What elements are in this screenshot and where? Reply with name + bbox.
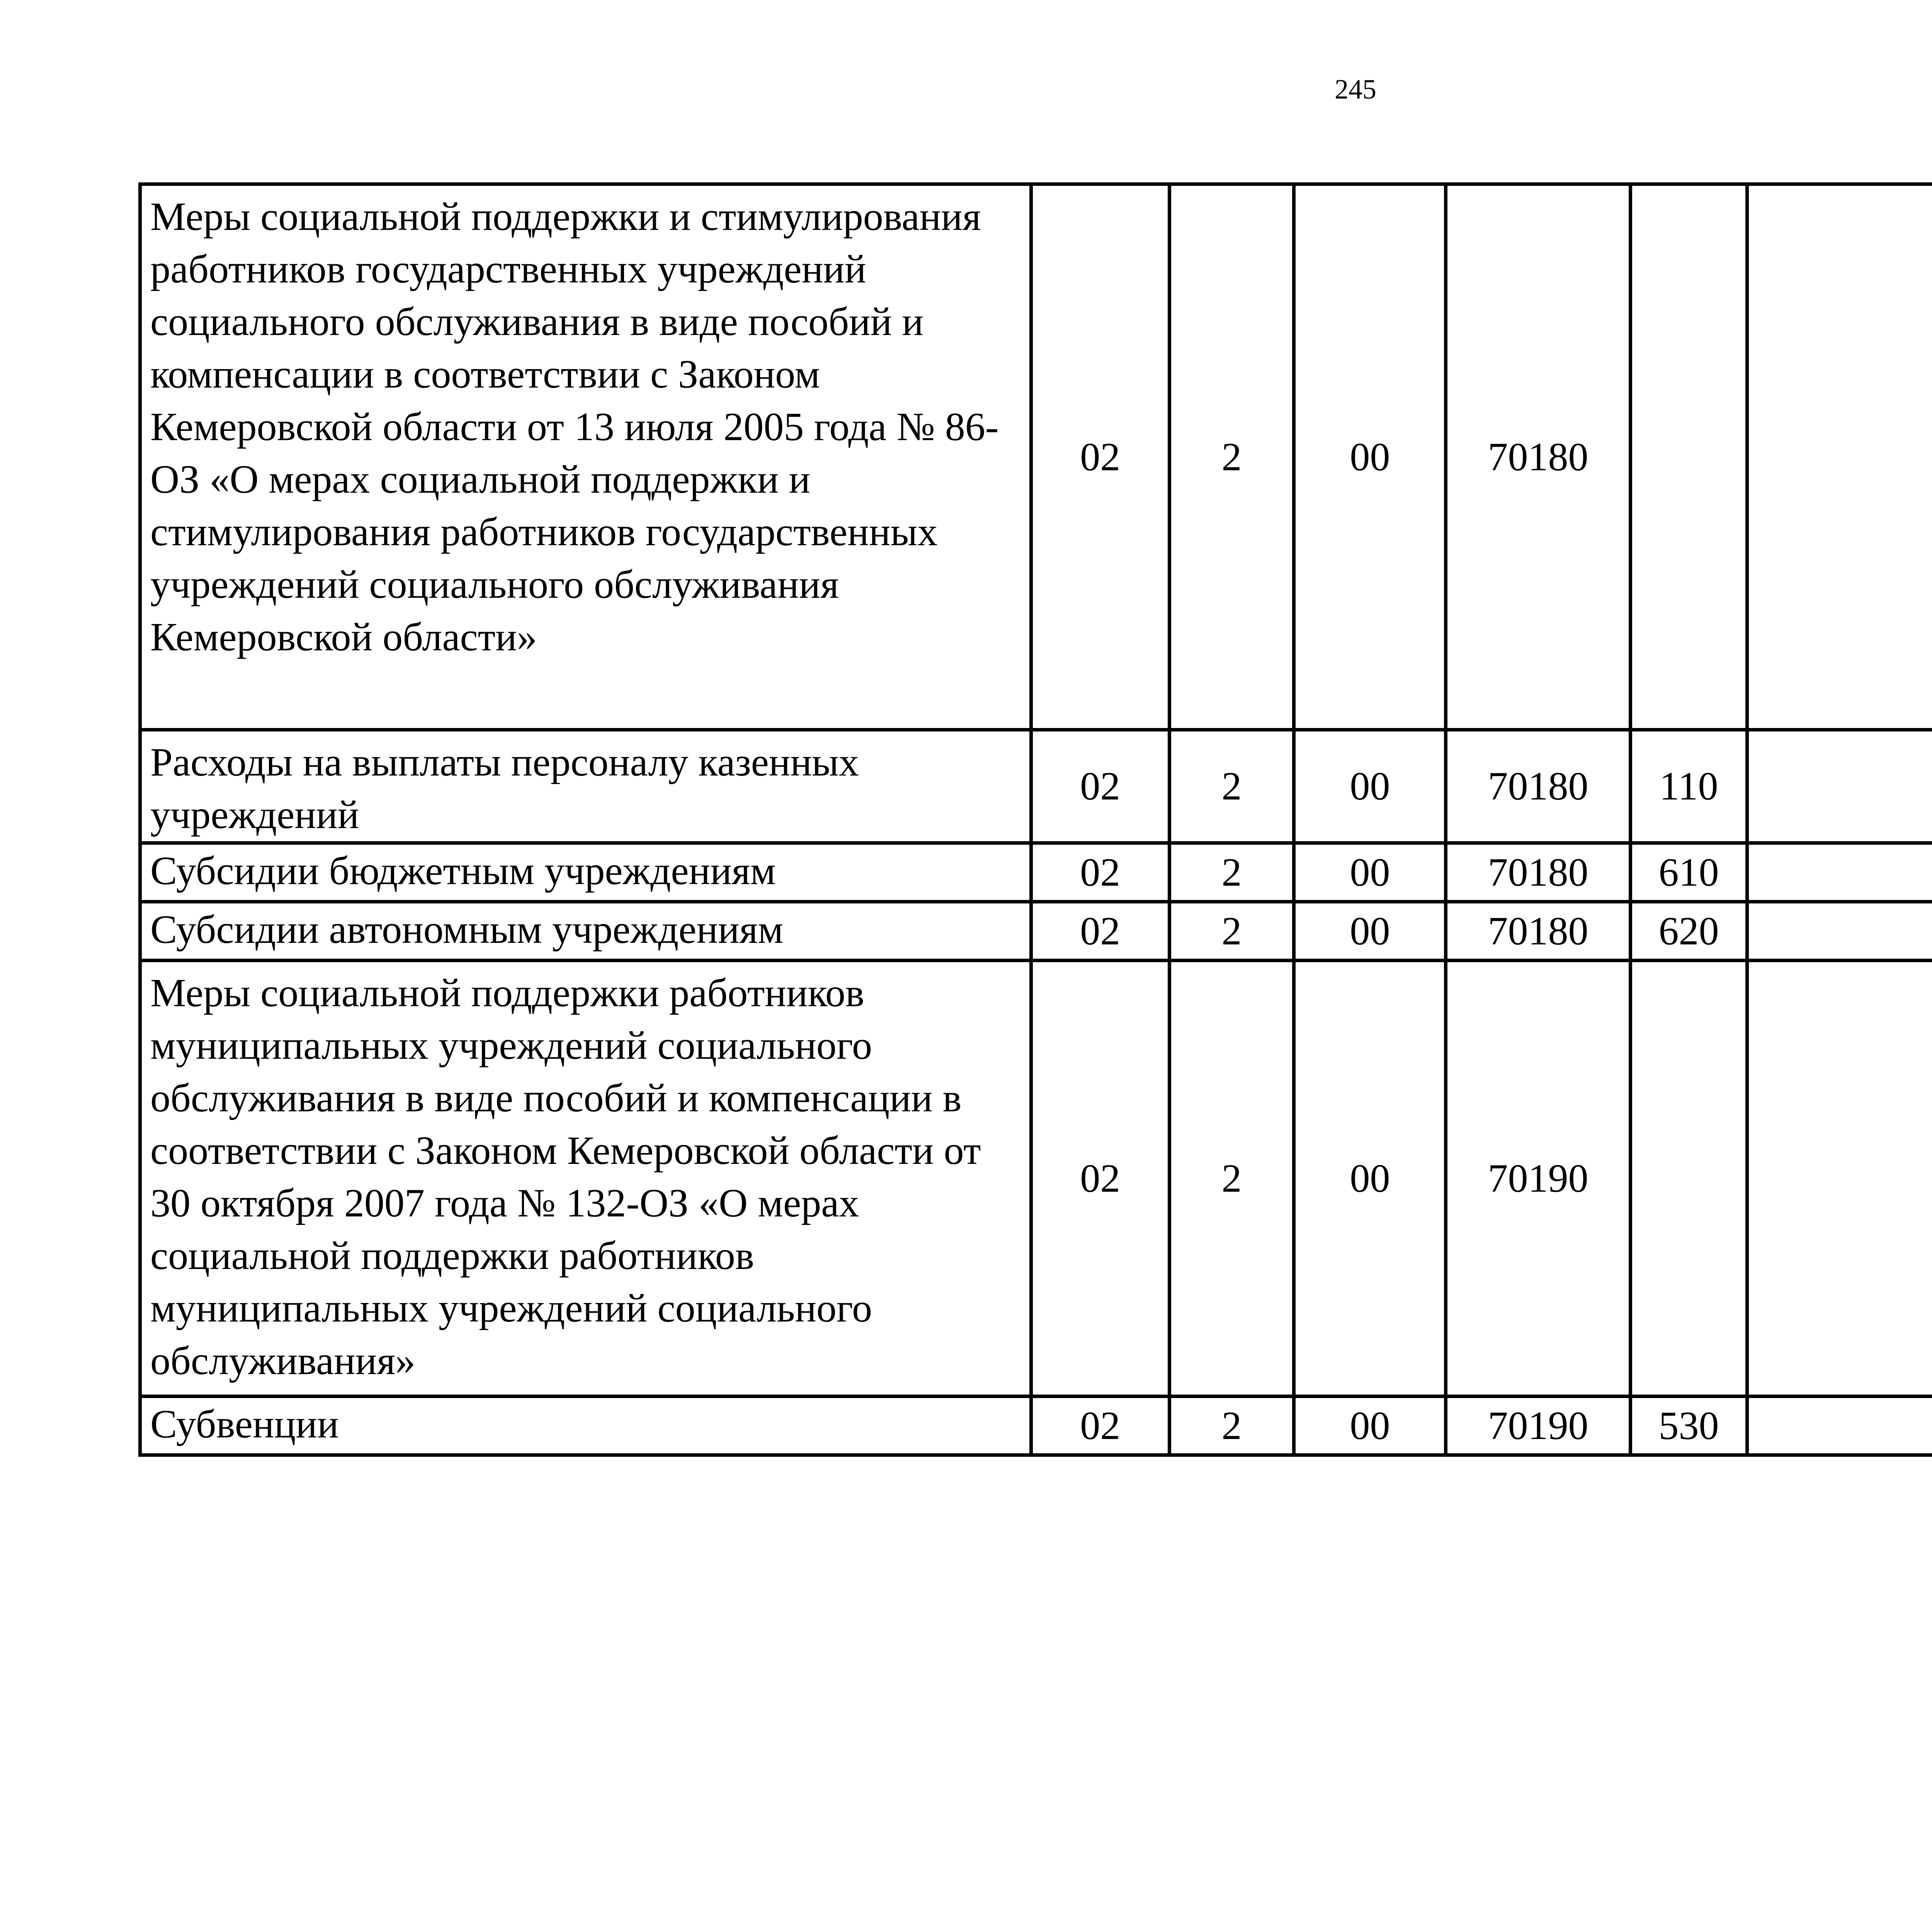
table-row — [140, 961, 1932, 1397]
direction-code-cell: 00 — [1294, 902, 1446, 961]
section-code-cell: 02 — [1031, 184, 1169, 730]
row-name-line: обслуживания в виде пособий и компенсации в — [150, 1076, 962, 1120]
table-row — [140, 730, 1932, 843]
expense-code-cell: 70180 — [1446, 843, 1630, 902]
row-name-line: соответствии с Законом Кемеровской области от — [150, 1128, 981, 1173]
year1-amount-cell — [1747, 184, 1932, 730]
row-name-line: ОЗ «О мерах социальной поддержки и — [150, 457, 810, 502]
expense-type-cell: 610 — [1630, 843, 1747, 902]
row-name-line: обслуживания» — [150, 1339, 416, 1383]
row-name-line: Меры социальной поддержки и стимулирования — [150, 194, 981, 239]
section-code-cell: 02 — [1031, 843, 1169, 902]
row-name-line: Субсидии автономным учреждениям — [150, 907, 784, 952]
row-name-line: Субвенции — [150, 1402, 339, 1446]
direction-code-cell: 00 — [1294, 730, 1446, 843]
direction-code-cell: 00 — [1294, 184, 1446, 730]
subprogram-code-cell: 2 — [1169, 961, 1294, 1397]
expense-type-cell: 530 — [1630, 1397, 1747, 1455]
year1-amount-cell — [1747, 902, 1932, 961]
row-name-cell — [140, 843, 1031, 902]
page-number: 245 — [1335, 74, 1376, 105]
table-row — [140, 843, 1932, 902]
row-name-line: социальной поддержки работников — [150, 1233, 754, 1278]
subprogram-code-cell: 2 — [1169, 184, 1294, 730]
row-name-cell — [140, 1397, 1031, 1455]
table-row — [140, 902, 1932, 961]
row-name-line: работников государственных учреждений — [150, 247, 866, 291]
direction-code-cell: 00 — [1294, 843, 1446, 902]
direction-code-cell: 00 — [1294, 1397, 1446, 1455]
row-name-cell — [140, 730, 1031, 843]
year1-amount-cell — [1747, 961, 1932, 1397]
row-name-line: Расходы на выплаты персоналу казенных — [150, 740, 859, 784]
row-name-line: муниципальных учреждений социального — [150, 1286, 872, 1330]
section-code-cell: 02 — [1031, 961, 1169, 1397]
expense-code-cell: 70190 — [1446, 1397, 1630, 1455]
row-name-line: 30 октября 2007 года № 132-ОЗ «О мерах — [150, 1181, 859, 1225]
row-name-line: Меры социальной поддержки работников — [150, 971, 864, 1015]
row-name-cell — [140, 184, 1031, 730]
subprogram-code-cell: 2 — [1169, 1397, 1294, 1455]
expense-type-cell: 620 — [1630, 902, 1747, 961]
expense-code-cell: 70190 — [1446, 961, 1630, 1397]
row-name-cell — [140, 902, 1031, 961]
expense-code-cell: 70180 — [1446, 902, 1630, 961]
subprogram-code-cell: 2 — [1169, 843, 1294, 902]
section-code-cell: 02 — [1031, 902, 1169, 961]
row-name-line: социального обслуживания в виде пособий и — [150, 299, 923, 344]
section-code-cell: 02 — [1031, 1397, 1169, 1455]
row-name-line: Кемеровской области» — [150, 615, 537, 659]
row-name-line: Кемеровской области от 13 июля 2005 года № 86- — [150, 405, 999, 449]
row-name-line: стимулирования работников государственных — [150, 510, 938, 554]
row-name-cell — [140, 961, 1031, 1397]
expense-code-cell: 70180 — [1446, 184, 1630, 730]
row-name-line: муниципальных учреждений социального — [150, 1023, 872, 1068]
year1-amount-cell — [1747, 730, 1932, 843]
row-name-line: компенсации в соответствии с Законом — [150, 352, 820, 396]
year1-amount-cell — [1747, 843, 1932, 902]
budget-table — [138, 182, 1932, 1457]
row-name-line: Субсидии бюджетным учреждениям — [150, 849, 776, 893]
table-row — [140, 1397, 1932, 1455]
expense-code-cell: 70180 — [1446, 730, 1630, 843]
direction-code-cell: 00 — [1294, 961, 1446, 1397]
row-name-line: учреждений — [150, 793, 359, 837]
expense-type-cell — [1630, 184, 1747, 730]
section-code-cell: 02 — [1031, 730, 1169, 843]
year1-amount-cell — [1747, 1397, 1932, 1455]
expense-type-cell: 110 — [1630, 730, 1747, 843]
subprogram-code-cell: 2 — [1169, 902, 1294, 961]
row-name-line: учреждений социального обслуживания — [150, 562, 839, 607]
table-row — [140, 184, 1932, 730]
subprogram-code-cell: 2 — [1169, 730, 1294, 843]
expense-type-cell — [1630, 961, 1747, 1397]
